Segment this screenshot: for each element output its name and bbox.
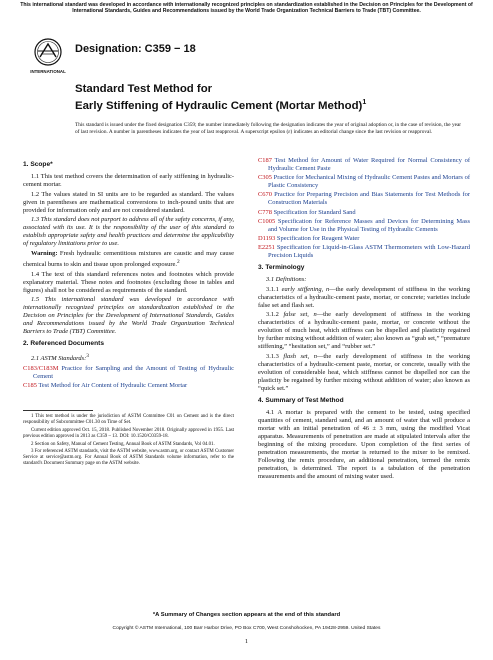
document-title [75, 82, 463, 113]
definition-term: early stiffening, n [281, 285, 330, 293]
copyright-line: Copyright © ASTM International, 100 Barr Harbor Drive, PO Box C700, West Conshohocken, PA 19428-2959. United States [112, 626, 381, 631]
section-heading-scope: 1. Scope* [23, 161, 53, 168]
reference-c187[interactable] [258, 157, 470, 173]
reference-code: C305 [258, 174, 272, 182]
reference-c1005[interactable] [258, 218, 470, 234]
astm-international-logo-icon [30, 37, 66, 75]
definition-early-stiffening [258, 286, 470, 310]
reference-code: C670 [258, 191, 272, 199]
definition-number: 3.1.2 [266, 311, 279, 319]
title-line-2 [75, 96, 463, 113]
reference-e2251[interactable] [258, 244, 470, 260]
title-main: Early Stiffening of Hydraulic Cement (Mortar Method) [75, 99, 363, 112]
reference-c305[interactable] [258, 174, 470, 190]
reference-title: Practice for Sampling and the Amount of Testing of Hydraulic Cement [33, 364, 235, 380]
footnote-3: 3 For referenced ASTM standards, visit the ASTM website, www.astm.org, or contact ASTM Customer Service at service@astm.org. For Annual Book of ASTM Standards volume information, refer to the standard's Document Summary page on the ASTM website. [23, 449, 234, 467]
reference-title: Specification for Reagent Water [276, 234, 360, 242]
definition-term: flash set, n [283, 352, 317, 360]
reference-title: Specification for Standard Sand [273, 208, 356, 216]
designation: Designation: C359 − 18 [75, 43, 196, 55]
astm-logo [30, 37, 66, 75]
definition-number: 3.1.3 [266, 352, 279, 360]
reference-c670[interactable] [258, 191, 470, 207]
definition-text: —the early development of stiffness in the working characteristics of a hydraulic-cement paste, mortar, or concrete; varieties include false set and flash set. [258, 285, 470, 309]
title-line-1: Standard Test Method for [75, 83, 213, 95]
para-1-4: 1.4 The text of this standard references notes and footnotes which provide explanatory material. These notes and footnotes (excluding those in tables and figures) shall not be considered as requirements of the standard. [23, 270, 234, 294]
reference-title: Specification for Reference Masses and Devices for Determining Mass and Volume for Use in the Physical Testing of Hydraulic Cements [268, 217, 470, 233]
left-column [23, 157, 234, 469]
warning-footnote-mark: 2 [176, 258, 180, 265]
definition-text: —the early development of stiffness in the working characteristics of a hydraulic-cement paste, mortar, or concrete, usually with the evolution of considerable heat, which stiffness cannot be dispelled nor can the plasticity be regained by further mixing without addition of water; also known as “quick set.” [258, 352, 471, 392]
section-heading-summary: 4. Summary of Test Method [258, 396, 344, 404]
warning-para [23, 250, 234, 269]
reference-d1193[interactable] [258, 235, 470, 243]
reference-title: Specification for Liquid-in-Glass ASTM Thermometers with Low-Hazard Precision Liquids [268, 244, 470, 260]
para-2-1 [23, 352, 234, 363]
definition-false-set [258, 311, 470, 351]
footnote-1-edition: Current edition approved Oct. 15, 2018. Published November 2018. Originally approved in 1955. Last previous edition approved in 2013 as C359 – 13. DOI: 10.1520/C0359-18. [23, 427, 234, 439]
para-1-3: 1.3 This standard does not purport to address all of the safety concerns, if any, associated with its use. It is the responsibility of the user of this standard to establish appropriate safety and health practices and determine the applicability of regulatory limitations prior to use. [23, 216, 234, 248]
reference-code: C1005 [258, 217, 276, 225]
section-heading-terminology: 3. Terminology [258, 264, 305, 272]
reference-c185[interactable] [23, 382, 234, 390]
para-4-1: 4.1 A mortar is prepared with the cement to be tested, using specified quantities of cement, standard sand, and an amount of water that will produce a mortar with an initial penetration of 46 ± 3 mm, using the modified Vicat apparatus. Measurements of penetration are made at stipulated intervals after the beginning of the mixing procedure. Upon completion of the first series of penetration measurements, the mortar is returned to the mixer to be remixed. Following the remix procedure, an additional penetration, termed the remix penetration, is determined. The report is a tabulation of the penetration measurements and the amount of mixing water used. [258, 408, 470, 480]
para-1-1: 1.1 This test method covers the determination of early stiffening in hydraulic-cement mortar. [23, 173, 234, 188]
reference-c183[interactable] [23, 365, 234, 381]
definition-term: false set, n [283, 311, 317, 319]
reference-code: C778 [258, 208, 272, 216]
section-heading-referenced-documents: 2. Referenced Documents [23, 340, 104, 348]
definition-flash-set [258, 353, 470, 393]
summary-of-changes-note: *A Summary of Changes section appears at the end of this standard [152, 612, 341, 618]
tbt-banner: This international standard was developed in accordance with internationally recognized principles on standardization established in the Decision on Principles for the Development of International Standards, Guides and Recommendations issued by the World Trade Organization Technical Barriers to Trade (TBT) Committee. [20, 2, 473, 15]
reference-code: D1193 [258, 234, 276, 242]
definition-text: —the early development of stiffness in the working characteristics of a hydraulic-cement paste, mortar, or concrete without the evolution of much heat, which stiffness can be dispelled and plasticity regained by further mixing without addition of water; also known as “grab set,” “premature stiffening,” “hesitation set,” and “rubber set.” [258, 311, 471, 351]
title-footnote-mark: 1 [362, 99, 367, 106]
reference-title: Test Method for Air Content of Hydraulic Cement Mortar [38, 382, 188, 390]
issuance-note: This standard is issued under the fixed designation C359; the number immediately following the designation indicates the year of original adoption or, in the case of revision, the year of last revision. A number in parentheses indicates the year of last reapproval. A superscript epsilon (ε) indicates an editorial change since the last revision or reapproval. [75, 122, 462, 135]
footnote-2: 2 Section on Safety, Manual of Cement Testing, Annual Book of ASTM Standards, Vol 04.01. [31, 441, 215, 447]
astm-standards-subheading: 2.1 ASTM Standards: [31, 355, 87, 363]
footnote-divider [23, 410, 93, 411]
reference-code: C185 [23, 382, 37, 390]
para-1-5: 1.5 This international standard was developed in accordance with internationally recognized principles on standardization established in the Decision on Principles for the Development of International Standards, Guides and Recommendations issued by the World Trade Organization Technical Barriers to Trade (TBT) Committee. [23, 296, 234, 336]
reference-code: C183/C183M [23, 364, 59, 372]
reference-code: E2251 [258, 244, 275, 252]
definition-number: 3.1.1 [266, 285, 279, 293]
warning-text: Fresh hydraulic cementitious mixtures are caustic and may cause chemical burns to skin and tissue upon prolonged exposure. [23, 249, 234, 268]
para-1-2: 1.2 The values stated in SI units are to be regarded as standard. The values given in parentheses are mathematical conversions to inch-pound units that are provided for information only and are not considered standard. [23, 190, 234, 214]
reference-title: Practice for Preparing Precision and Bias Statements for Test Methods for Construction Materials [268, 191, 471, 207]
footnote-1: 1 This test method is under the jurisdiction of ASTM Committee C01 on Cement and is the direct responsibility of Subcommittee C01.30 on Time of Set. [23, 414, 234, 426]
reference-title: Test Method for Amount of Water Required for Normal Consistency of Hydraulic Cement Paste [268, 157, 470, 172]
right-column [258, 157, 470, 483]
warning-label: Warning: [31, 249, 58, 257]
reference-c778[interactable] [258, 209, 470, 217]
reference-code: C187 [258, 157, 272, 164]
logo-label: INTERNATIONAL [30, 69, 66, 74]
page-number: 1 [244, 638, 249, 645]
reference-title: Practice for Mechanical Mixing of Hydraulic Cement Pastes and Mortars of Plastic Consistency [268, 174, 470, 190]
definitions-subheading: 3.1 Definitions: [266, 276, 307, 284]
astm-standards-footnote-mark: 3 [86, 353, 89, 360]
